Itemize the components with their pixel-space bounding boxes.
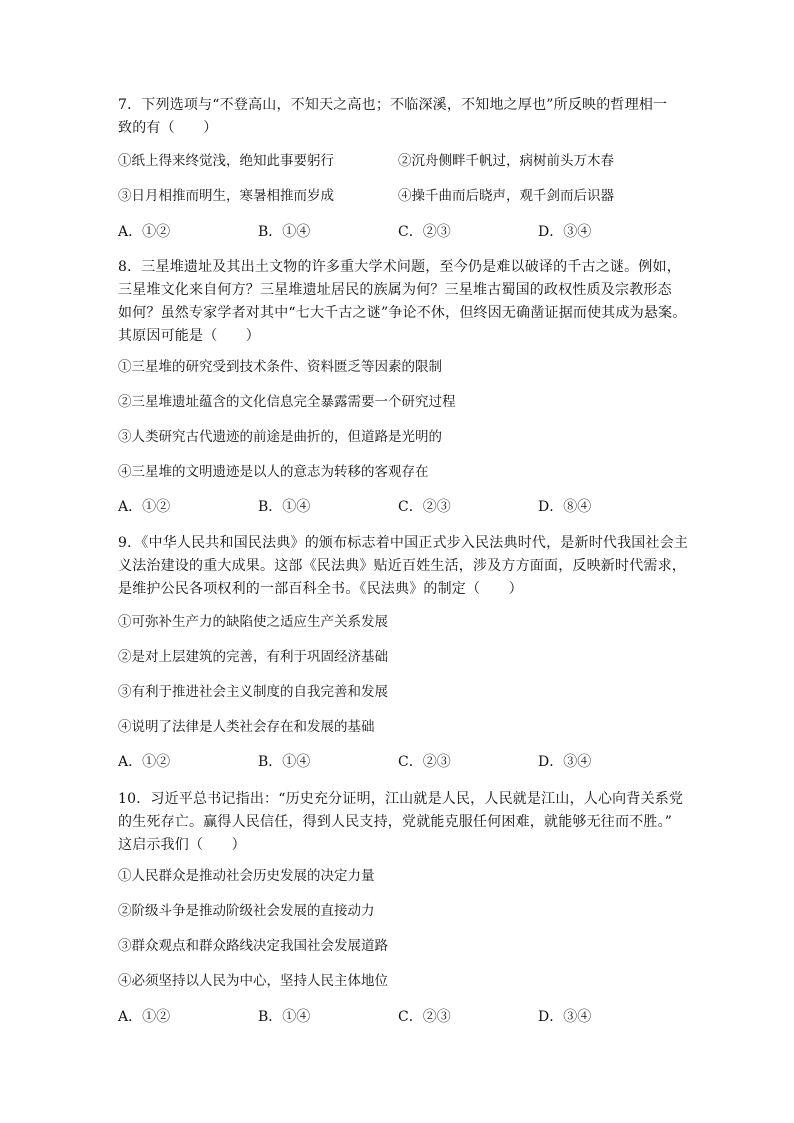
- question-9-statement-2: ②是对上层建筑的完善，有利于巩固经济基础: [118, 649, 388, 665]
- question-10-stem-line: 的生死存亡。赢得人民信任，得到人民支持，党就能克服任何困难，就能够无往而不胜。”: [118, 814, 673, 830]
- question-10-stem-line: 这启示我们（ ）: [118, 837, 246, 853]
- question-9-stem: [118, 532, 689, 601]
- question-7-statement-4: ④操千曲而后晓声，观千剑而后识器: [398, 188, 614, 204]
- question-7-choice-a[interactable]: A．①②: [118, 224, 171, 240]
- question-8-choice-a[interactable]: A．①②: [118, 499, 171, 515]
- question-10-statement-4: ④必须坚持以人民为中心，坚持人民主体地位: [118, 973, 388, 989]
- question-10-choice-b[interactable]: B．①④: [258, 1009, 311, 1025]
- question-8-choice-b[interactable]: B．①④: [258, 499, 311, 515]
- question-8-statement-2: ②三星堆遗址蕴含的文化信息完全暴露需要一个研究过程: [118, 394, 456, 410]
- question-10-statement-1: ①人民群众是推动社会历史发展的决定力量: [118, 868, 375, 884]
- question-8-choice-c[interactable]: C．②③: [398, 499, 451, 515]
- question-9-stem-line: 是维护公民各项权利的一部百科全书。《民法典》的制定（ ）: [118, 581, 523, 597]
- question-10-choice-a[interactable]: A．①②: [118, 1009, 171, 1025]
- question-7-statement-2: ②沉舟侧畔千帆过，病树前头万木春: [398, 153, 614, 169]
- question-7-choice-b[interactable]: B．①④: [258, 224, 311, 240]
- question-10-stem: [118, 788, 684, 857]
- question-8-stem-line: 8．三星堆遗址及其出土文物的许多重大学术问题，至今仍是难以破译的千古之谜。例如，: [118, 259, 681, 275]
- question-8-stem-line: 其原因可能是（ ）: [118, 328, 260, 344]
- question-8-stem-line: 如何？虽然专家学者对其中“七大千古之谜”争论不休，但终因无确凿证据而使其成为悬案。: [118, 305, 687, 321]
- question-8-stem: [118, 256, 687, 348]
- question-9-choice-d[interactable]: D．③④: [538, 754, 592, 770]
- question-9-choice-a[interactable]: A．①②: [118, 754, 171, 770]
- question-7-statement-3: ③日月相推而明生，寒暑相推而岁成: [118, 188, 334, 204]
- question-9-statement-1: ①可弥补生产力的缺陷使之适应生产关系发展: [118, 614, 388, 630]
- question-10-choice-d[interactable]: D．③④: [538, 1009, 592, 1025]
- question-7-statement-1: ①纸上得来终觉浅，绝知此事要躬行: [118, 153, 334, 169]
- question-10-stem-line: 10．习近平总书记指出：“历史充分证明，江山就是人民，人民就是江山，人心向背关系党: [118, 791, 684, 807]
- question-9-stem-line: 9．《中华人民共和国民法典》的颁布标志着中国正式步入民法典时代，是新时代我国社会主: [118, 535, 689, 551]
- question-10-statement-3: ③群众观点和群众路线决定我国社会发展道路: [118, 938, 388, 954]
- question-8-statement-3: ③人类研究古代遗迹的前途是曲折的，但道路是光明的: [118, 429, 442, 445]
- question-10-statement-2: ②阶级斗争是推动阶级社会发展的直接动力: [118, 903, 375, 919]
- question-9-stem-line: 义法治建设的重大成果。这部《民法典》贴近百姓生活，涉及方方面面，反映新时代需求，: [118, 558, 686, 574]
- question-9-choice-c[interactable]: C．②③: [398, 754, 451, 770]
- question-9-statement-4: ④说明了法律是人类社会存在和发展的基础: [118, 719, 375, 735]
- question-7-choice-c[interactable]: C．②③: [398, 224, 451, 240]
- question-7-stem-line: 致的有（ ）: [118, 120, 218, 136]
- question-7-choice-d[interactable]: D．③④: [538, 224, 592, 240]
- question-9-statement-3: ③有利于推进社会主义制度的自我完善和发展: [118, 684, 388, 700]
- question-7-stem: [118, 94, 678, 140]
- question-8-statement-1: ①三星堆的研究受到技术条件、资料匮乏等因素的限制: [118, 359, 442, 375]
- question-7-stem-line: 7．下列选项与“不登高山，不知天之高也；不临深溪，不知地之厚也”所反映的哲理相一: [118, 97, 668, 113]
- question-10-choice-c[interactable]: C．②③: [398, 1009, 451, 1025]
- question-8-choice-d[interactable]: D．⑧④: [538, 499, 592, 515]
- question-9-choice-b[interactable]: B．①④: [258, 754, 311, 770]
- question-8-statement-4: ④三星堆的文明遗迹是以人的意志为转移的客观存在: [118, 464, 429, 480]
- question-8-stem-line: 三星堆文化来自何方？三星堆遗址居民的族属为何？三星堆古蜀国的政权性质及宗教形态: [118, 282, 672, 298]
